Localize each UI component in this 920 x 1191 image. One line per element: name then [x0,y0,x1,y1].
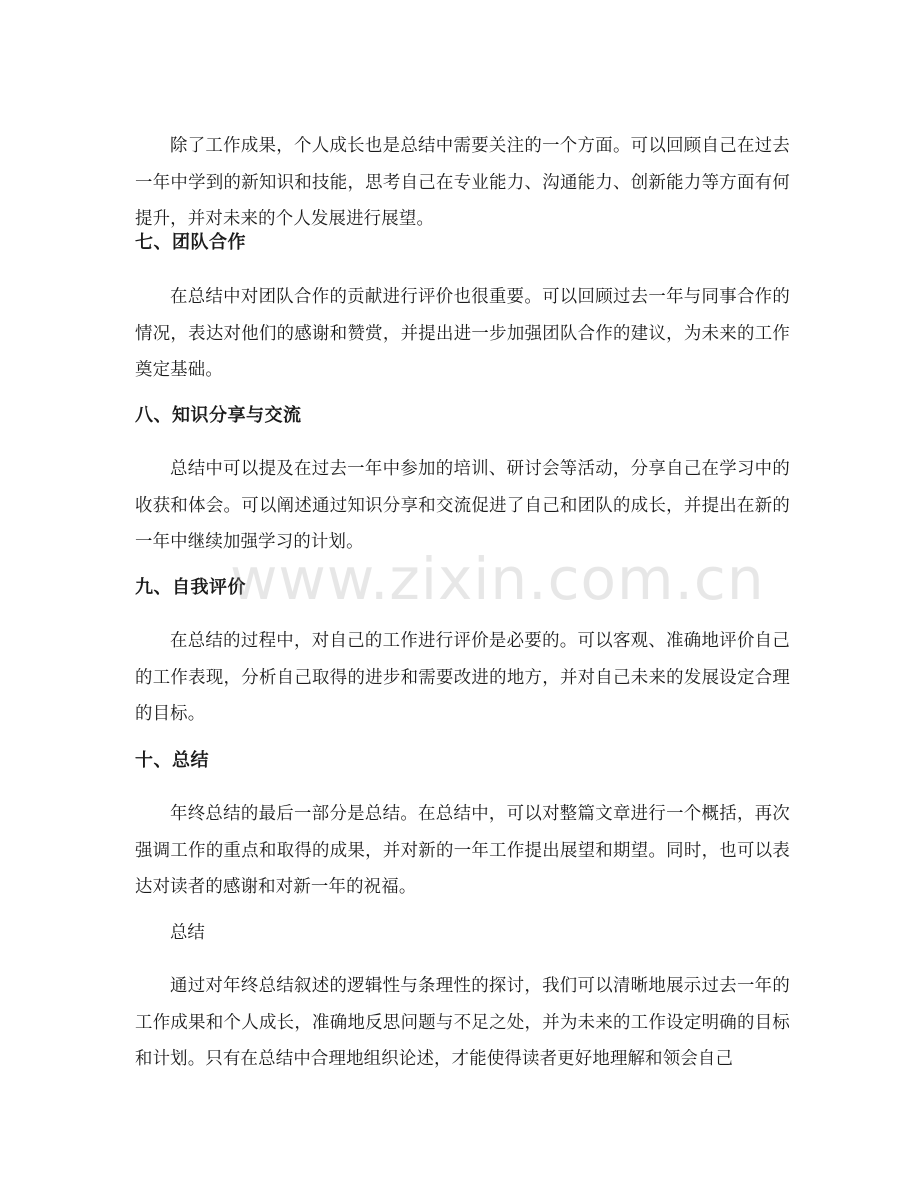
intro-paragraph: 除了工作成果，个人成长也是总结中需要关注的一个方面。可以回顾自己在过去一年中学到的新知识和技能，思考自己在专业能力、沟通能力、创新能力等方面有何提升，并对未来的个人发展进行展望。 [135,136,790,229]
summary-label: 总结 [170,923,205,943]
self-evaluation-paragraph: 在总结的过程中，对自己的工作进行评价是必要的。可以客观、准确地评价自己的工作表现，分析自己取得的进步和需要改进的地方，并对自己未来的发展设定合理的目标。 [135,631,790,724]
section-heading-team-cooperation: 七、团队合作 [135,232,246,253]
watermark: www.zixin.com.cn [230,545,765,613]
knowledge-sharing-paragraph: 总结中可以提及在过去一年中参加的培训、研讨会等活动，分享自己在学习中的收获和体会。可以阐述通过知识分享和交流促进了自己和团队的成长，并提出在新的一年中继续加强学习的计划。 [135,459,790,552]
section-heading-summary: 十、总结 [135,750,209,771]
section-heading-knowledge-sharing: 八、知识分享与交流 [135,405,302,426]
summary-section-paragraph: 年终总结的最后一部分是总结。在总结中，可以对整篇文章进行一个概括，再次强调工作的重点和取得的成果，并对新的一年工作提出展望和期望。同时，也可以表达对读者的感谢和对新一年的祝福。 [135,804,790,897]
team-cooperation-paragraph: 在总结中对团队合作的贡献进行评价也很重要。可以回顾过去一年与同事合作的情况，表达对他们的感谢和赞赏，并提出进一步加强团队合作的建议，为未来的工作奠定基础。 [135,287,790,380]
closing-paragraph: 通过对年终总结叙述的逻辑性与条理性的探讨，我们可以清晰地展示过去一年的工作成果和个人成长，准确地反思问题与不足之处，并为未来的工作设定明确的目标和计划。只有在总结中合理地组织论述，才能使得读者更好地理解和领会自己 [135,976,790,1069]
section-heading-self-evaluation: 九、自我评价 [135,577,246,598]
